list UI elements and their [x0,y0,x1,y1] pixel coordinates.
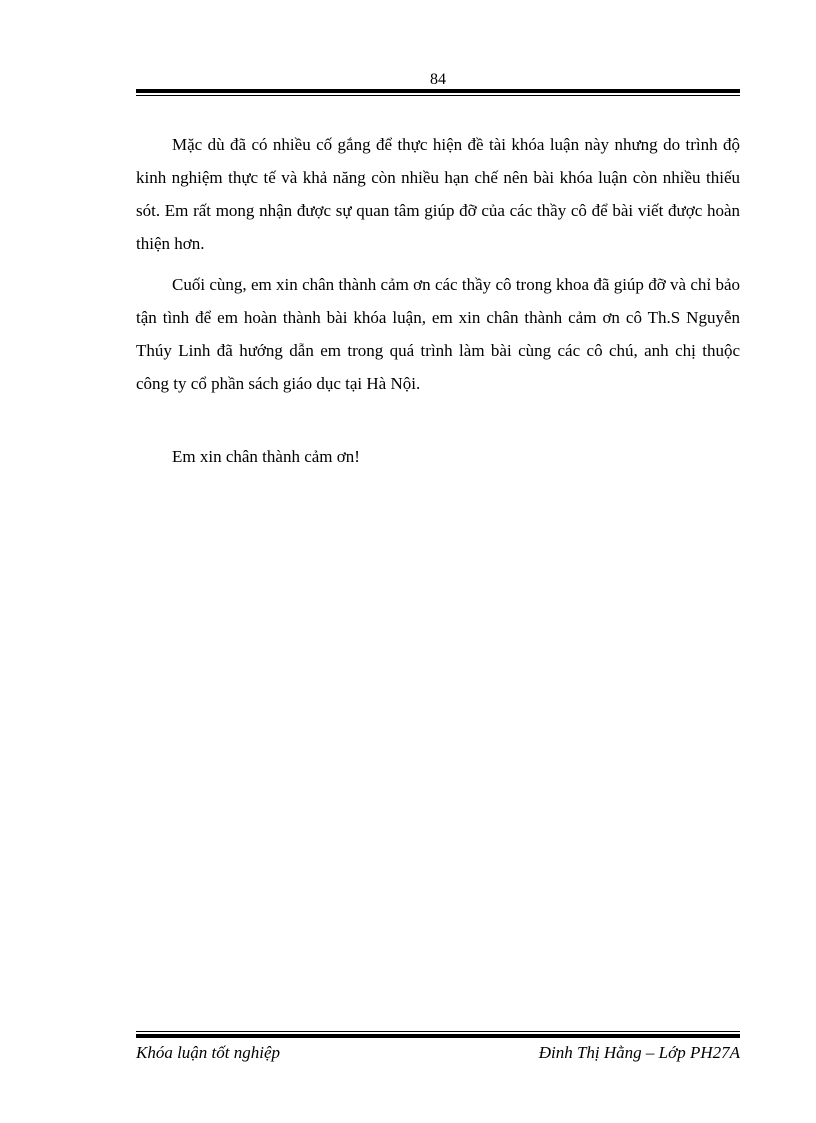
document-body [136,128,740,481]
paragraph-2: Cuối cùng, em xin chân thành cảm ơn các thầy cô trong khoa đã giúp đỡ và chỉ bảo tận tình để em hoàn thành bài khóa luận, em xin chân thành cảm ơn cô Th.S Nguyễn Thúy Linh đã hướng dẫn em trong quá trình làm bài cùng các cô chú, anh chị thuộc công ty cổ phần sách giáo dục tại Hà Nội. [136,275,740,393]
header-divider [136,89,740,96]
footer-thesis-label: Khóa luận tốt nghiệp [136,1043,281,1062]
closing-line: Em xin chân thành cảm ơn! [172,447,360,466]
page-number: 84 [430,71,446,88]
footer-author: Đinh Thị Hằng – Lớp PH27A [538,1043,740,1062]
paragraph-1: Mặc dù đã có nhiều cố gắng để thực hiện đề tài khóa luận này nhưng do trình độ kinh nghiệm thực tế và khả năng còn nhiều hạn chế nên bài khóa luận còn nhiều thiếu sót. Em rất mong nhận được sự quan tâm giúp đỡ của các thầy cô để bài viết được hoàn thiện hơn. [136,135,740,253]
footer-divider [136,1031,740,1038]
